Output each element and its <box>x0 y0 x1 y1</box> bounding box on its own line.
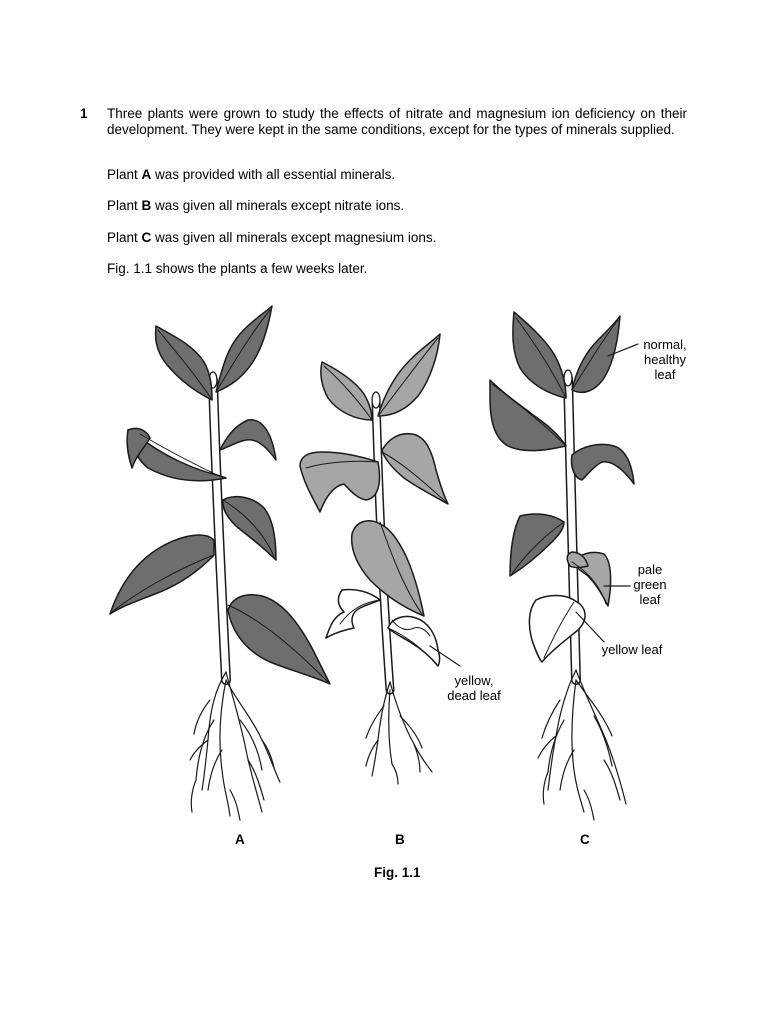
plant-b-drawing <box>300 334 460 784</box>
figure-caption: Fig. 1.1 <box>374 865 421 880</box>
question-intro: Three plants were grown to study the effects of nitrate and magnesium ion deficiency on their development. They were kept in the same conditions, except for the types of minerals supplied. <box>107 106 687 137</box>
figure-intro: Fig. 1.1 shows the plants a few weeks later. <box>107 261 368 276</box>
plant-c-letter: C <box>141 230 152 245</box>
annotation-yellow-leaf: yellow leaf <box>601 642 663 657</box>
plant-b-letter: B <box>141 198 152 213</box>
plant-c-description: Plant C was given all minerals except magnesium ions. <box>107 230 437 245</box>
leaf <box>220 420 276 460</box>
plant-c-drawing <box>490 312 638 820</box>
question-number: 1 <box>80 106 88 121</box>
plant-label-a: A <box>235 832 245 847</box>
plant-b-description: Plant B was given all minerals except nitrate ions. <box>107 198 405 213</box>
plant-label-c: C <box>580 832 590 847</box>
plant-a-description: Plant A was provided with all essential minerals. <box>107 167 396 182</box>
plant-a-drawing <box>110 306 330 820</box>
plant-a-letter: A <box>141 167 152 182</box>
annotation-normal-healthy-leaf: normal, healthy leaf <box>643 337 687 382</box>
plant-label-b: B <box>395 832 405 847</box>
dead-leaf <box>326 589 380 638</box>
annotation-yellow-dead-leaf: yellow, dead leaf <box>447 673 501 703</box>
annotation-pale-green-leaf: pale green leaf <box>633 562 667 607</box>
leaf <box>571 444 634 484</box>
leaf <box>228 595 330 684</box>
leaf <box>382 434 448 504</box>
leaf <box>223 497 276 560</box>
